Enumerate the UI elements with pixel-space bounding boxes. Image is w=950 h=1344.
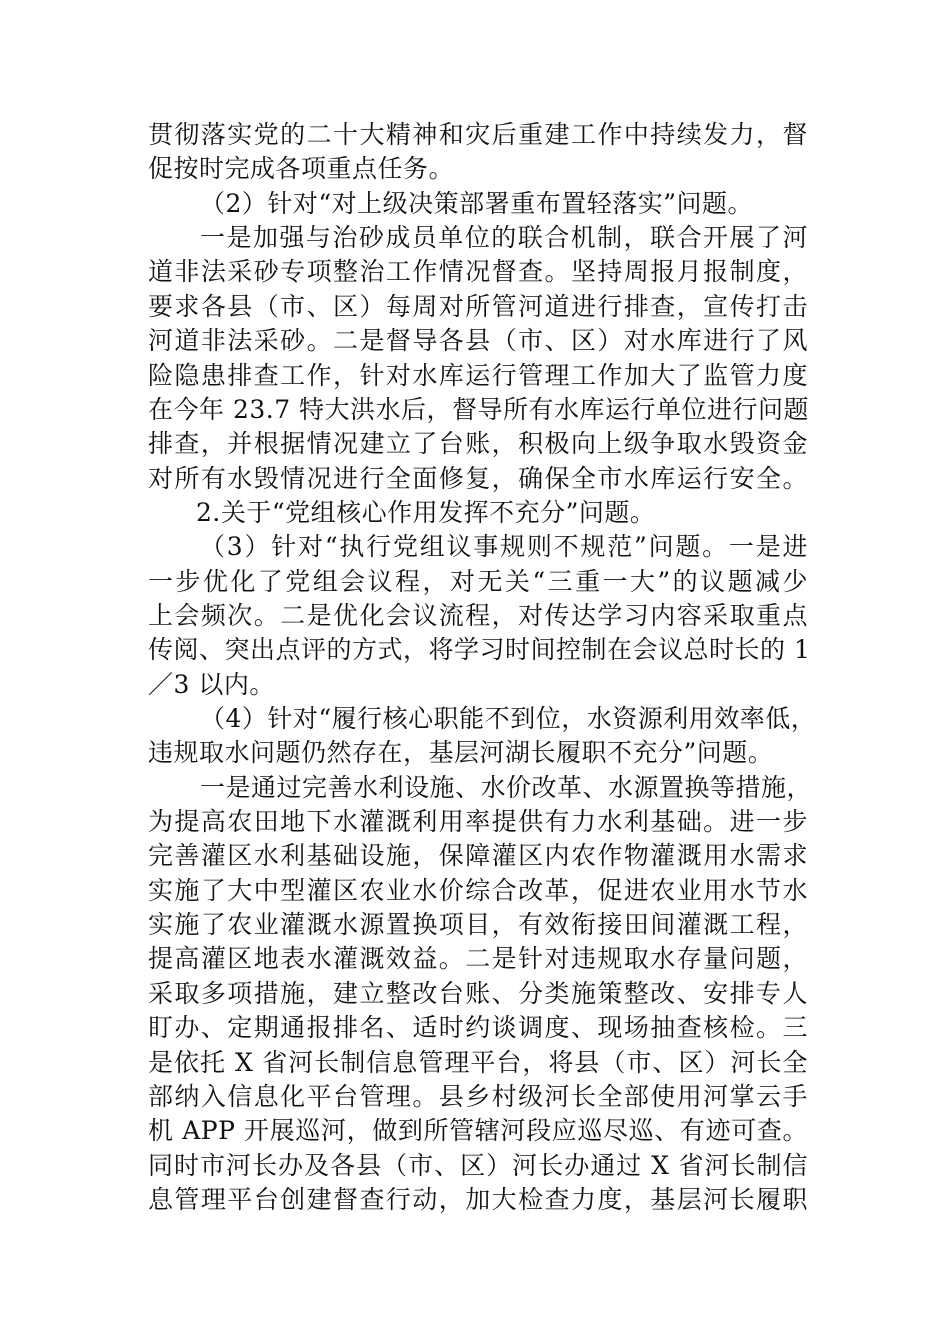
text-line: （4）针对“履行核心职能不到位，水资源利用效率低， (200, 704, 817, 733)
text-line: 道非法采砂专项整治工作情况督查。坚持周报月报制度， (148, 257, 808, 287)
text-line: 河道非法采砂。二是督导各县（市、区）对水库进行了风 (148, 326, 808, 356)
text-line: 一是通过完善水利设施、水价改革、水源置换等措施， (200, 772, 813, 802)
text-line: 息管理平台创建督查行动，加大检查力度，基层河长履职 (148, 1184, 808, 1214)
text-line: 促按时完成各项重点任务。 (148, 154, 455, 184)
text-line: 为提高农田地下水灌溉利用率提供有力水利基础。进一步 (148, 807, 808, 836)
text-line: 一是加强与治砂成员单位的联合机制，联合开展了河 (200, 223, 808, 253)
text-line: 盯办、定期通报排名、适时约谈调度、现场抽查核检。三 (148, 1013, 808, 1043)
text-line: 一步优化了党组会议程，对无关“三重一大”的议题减少 (148, 566, 808, 596)
text-line: 要求各县（市、区）每周对所管河道进行排查，宣传打击 (148, 291, 808, 321)
text-line: ／3 以内。 (148, 669, 275, 699)
text-line: 上会频次。二是优化会议流程，对传达学习内容采取重点 (148, 600, 808, 630)
text-line: 完善灌区水利基础设施，保障灌区内农作物灌溉用水需求 (148, 841, 808, 871)
text-line: （2）针对“对上级决策部署重布置轻落实”问题。 (200, 188, 753, 218)
text-line: 提高灌区地表水灌溉效益。二是针对违规取水存量问题， (148, 944, 808, 974)
text-line: 机 APP 开展巡河，做到所管辖河段应巡尽巡、有迹可查。 (148, 1116, 808, 1146)
text-line: 采取多项措施，建立整改台账、分类施策整改、安排专人 (148, 978, 808, 1008)
text-line: 是依托 X 省河长制信息管理平台，将县（市、区）河长全 (148, 1047, 808, 1077)
text-line: 传阅、突出点评的方式，将学习时间控制在会议总时长的 1 (148, 635, 811, 665)
text-line: 对所有水毁情况进行全面修复，确保全市水库运行安全。 (148, 463, 808, 493)
text-line: 实施了农业灌溉水源置换项目，有效衔接田间灌溉工程， (148, 910, 808, 940)
text-line: 同时市河长办及各县（市、区）河长办通过 X 省河长制信 (148, 1150, 808, 1180)
text-line: 实施了大中型灌区农业水价综合改革，促进农业用水节水 (148, 875, 808, 905)
text-line: （3）针对“执行党组议事规则不规范”问题。一是进 (200, 532, 808, 562)
text-line: 险隐患排查工作，针对水库运行管理工作加大了监管力度 (148, 360, 808, 390)
text-line: 2.关于“党组核心作用发挥不充分”问题。 (196, 497, 656, 527)
text-line: 违规取水问题仍然存在，基层河湖长履职不充分”问题。 (148, 738, 774, 768)
text-line: 贯彻落实党的二十大精神和灾后重建工作中持续发力，督 (148, 120, 808, 149)
text-line: 排查，并根据情况建立了台账，积极向上级争取水毁资金 (148, 429, 808, 459)
text-line: 部纳入信息化平台管理。县乡村级河长全部使用河掌云手 (148, 1081, 808, 1111)
text-line: 在今年 23.7 特大洪水后，督导所有水库运行单位进行问题 (148, 394, 810, 424)
